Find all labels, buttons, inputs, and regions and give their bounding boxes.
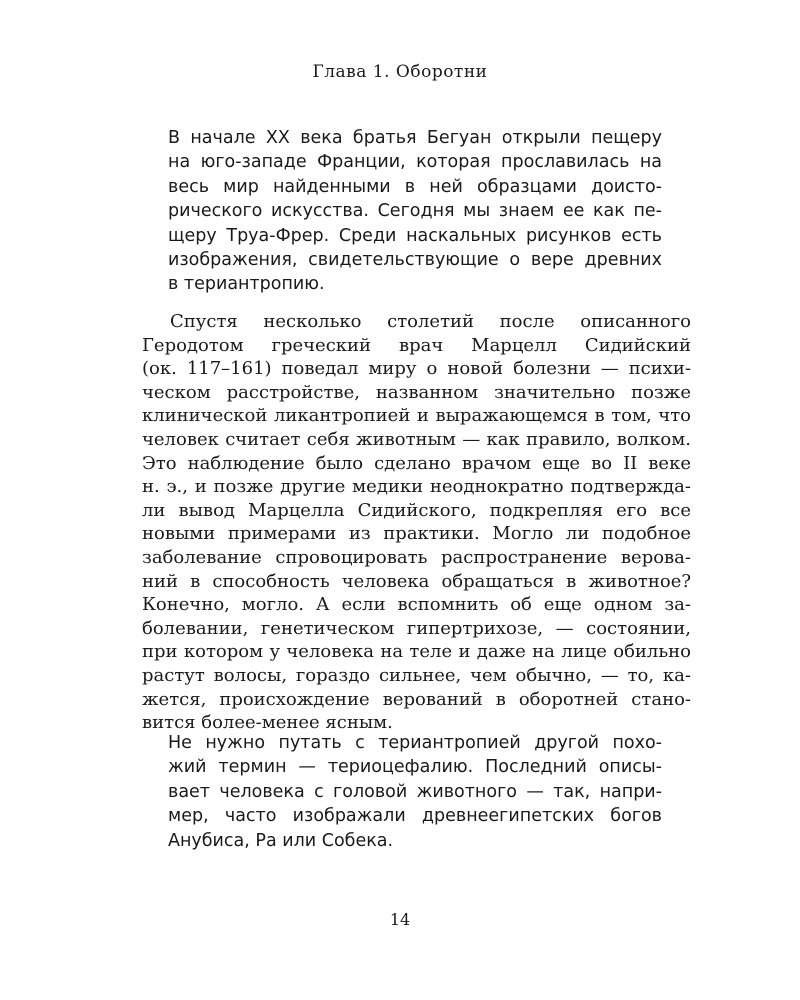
text-line: (ок. 117–161) поведал миру о новой болезни — психи- <box>142 358 691 380</box>
main-paragraph <box>142 310 691 735</box>
text-line: ческом расстройстве, названном значительно позже <box>142 381 691 403</box>
text-line: на юго-западе Франции, которая прославилась на <box>168 152 662 173</box>
text-line: рического искусства. Сегодня мы знаем ее как пе- <box>168 201 662 222</box>
text-line: В начале XX века братья Бегуан открыли пещеру <box>168 128 662 148</box>
running-header: Глава 1. Оборотни <box>312 62 488 82</box>
text-line: весь мир найденными в ней образцами доисто- <box>168 176 662 197</box>
text-line: в териантропию. <box>168 274 325 295</box>
text-line: жий термин — териоцефалию. Последний описы- <box>168 757 662 778</box>
text-line: жется, происхождение верований в оборотней стано- <box>142 688 691 710</box>
text-line: вает человека с головой животного — так, напри- <box>168 781 662 802</box>
text-line: Не нужно путать с териантропией другой похо- <box>168 733 662 753</box>
text-line: Анубиса, Ра или Собека. <box>168 830 394 851</box>
text-line: растут волосы, гораздо сильнее, чем обычно, — то, ка- <box>142 664 691 686</box>
text-line: Это наблюдение было сделано врачом еще во II веке <box>142 452 691 474</box>
text-line: человек считает себя животным — как правило, волком. <box>142 428 691 450</box>
sidebar-note-1 <box>168 126 662 297</box>
text-line: Конечно, могло. А если вспомнить об еще одном за- <box>142 594 691 616</box>
text-line: мер, часто изображали древнеегипетских богов <box>168 806 662 827</box>
text-line: Геродотом греческий врач Марцелл Сидийский <box>142 334 691 356</box>
text-line: вится более-менее ясным. <box>142 712 393 734</box>
text-line: Спустя несколько столетий после описанного <box>170 311 691 332</box>
text-line: щеру Труа-Фрер. Среди наскальных рисунков есть <box>168 225 662 246</box>
text-line: болевании, генетическом гипертрихозе, — состоянии, <box>142 617 691 639</box>
text-line: изображения, свидетельствующие о вере древних <box>168 250 662 271</box>
sidebar-note-2 <box>168 731 662 853</box>
text-line: при котором у человека на теле и даже на лице обильно <box>142 641 691 663</box>
page-number: 14 <box>389 910 411 929</box>
text-line: н. э., и позже другие медики неоднократно подтвержда- <box>142 476 691 498</box>
text-line: заболевание спровоцировать распространение верова- <box>142 546 691 568</box>
text-line: ли вывод Марцелла Сидийского, подкрепляя его все <box>142 499 691 521</box>
text-line: ний в способность человека обращаться в животное? <box>142 570 691 592</box>
text-line: новыми примерами из практики. Могло ли подобное <box>142 523 691 545</box>
text-line: клинической ликантропией и выражающемся в том, что <box>142 405 691 427</box>
